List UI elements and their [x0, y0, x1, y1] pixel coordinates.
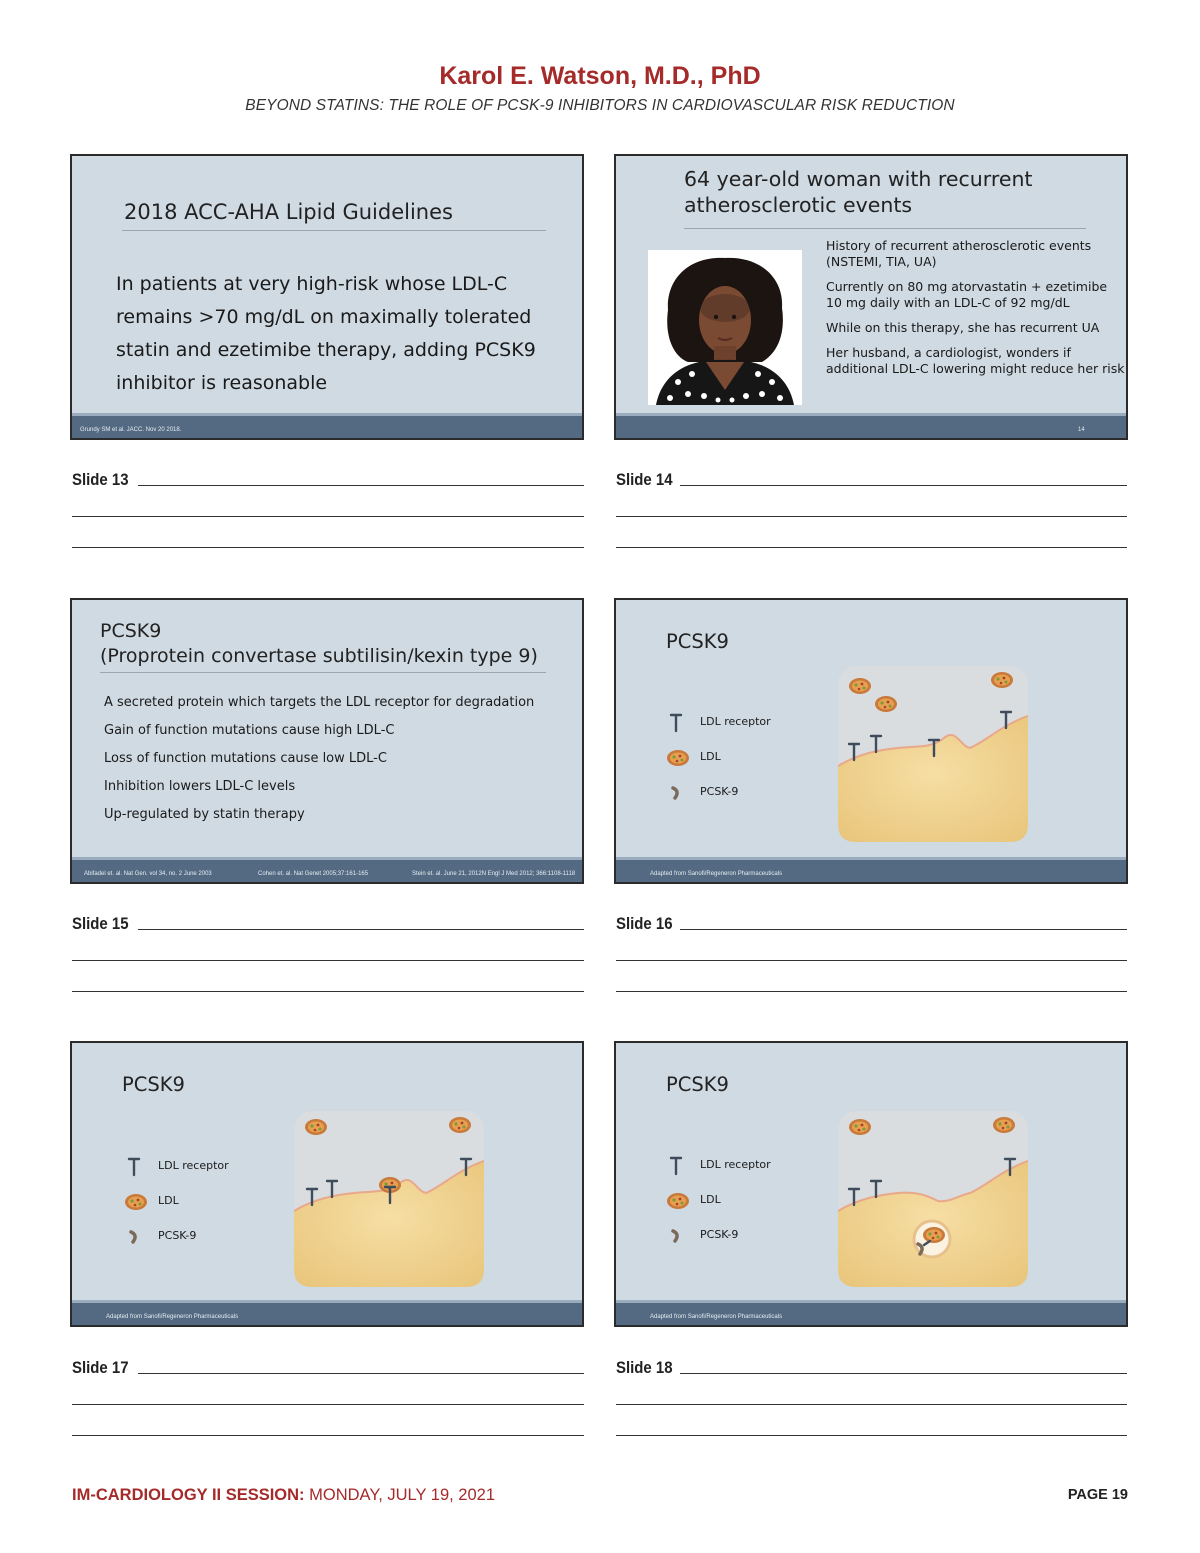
- ldl-receptor-icon: [666, 1156, 686, 1176]
- note-line[interactable]: [616, 516, 1127, 517]
- slide-footer-band: [616, 416, 1126, 438]
- notes-slide-18: [616, 1358, 1128, 1438]
- body-line: In patients at very high-risk whose LDL-C: [116, 273, 508, 295]
- slide-title: 2018 ACC-AHA Lipid Guidelines: [124, 200, 453, 224]
- note-line[interactable]: [72, 1435, 584, 1436]
- slide-label: Slide 17: [72, 1358, 129, 1377]
- body-line: inhibitor is reasonable: [116, 372, 328, 394]
- slide-17: PCSK9 LDL receptor LDL PCSK-9 Adapted from Sanofi/Regeneron Pharmaceuticals: [70, 1041, 584, 1327]
- slide-label: Slide 14: [616, 470, 673, 489]
- slide-13: [70, 154, 584, 440]
- slide-title: [684, 166, 1032, 218]
- pcsk9-diagram: [294, 1111, 484, 1287]
- slide-body: [116, 268, 536, 400]
- slide-14: [614, 154, 1128, 440]
- session-footer: [72, 1486, 495, 1505]
- body-line: statin and ezetimibe therapy, adding PCSK9: [116, 339, 536, 361]
- patient-photo: [648, 250, 802, 405]
- slide-citation: Adapted from Sanofi/Regeneron Pharmaceuticals: [106, 1314, 239, 1320]
- pcsk9-diagram: [838, 666, 1028, 842]
- session-date: MONDAY, JULY 19, 2021: [304, 1486, 496, 1504]
- slide-citation: Adapted from Sanofi/Regeneron Pharmaceuticals: [650, 1314, 783, 1320]
- case-bullet: While on this therapy, she has recurrent UA: [826, 320, 1100, 335]
- slide-16: PCSK9 LDL receptor LDL PCSK-9 Adapted from Sanofi/Regeneron Pharmaceuticals: [614, 598, 1128, 884]
- note-line[interactable]: [138, 929, 584, 930]
- ldl-receptor-icon: [666, 713, 686, 733]
- note-line[interactable]: [616, 1435, 1127, 1436]
- note-line[interactable]: [138, 1373, 584, 1374]
- slide-citation: Grundy SM et al. JACC. Nov 20 2018.: [80, 427, 182, 433]
- note-line[interactable]: [680, 485, 1127, 486]
- slide-label: Slide 13: [72, 470, 129, 489]
- title-rule: [684, 228, 1086, 229]
- slide-title: PCSK9: [100, 620, 162, 642]
- body-line: remains >70 mg/dL on maximally tolerated: [116, 306, 532, 328]
- fact-bullet: A secreted protein which targets the LDL receptor for degradation: [104, 695, 535, 710]
- fact-bullet: Gain of function mutations cause high LDL-C: [104, 723, 395, 738]
- title-line: 64 year-old woman with recurrent: [684, 167, 1033, 191]
- note-line[interactable]: [616, 960, 1127, 961]
- notes-slide-16: [616, 914, 1128, 994]
- title-rule: [122, 230, 546, 231]
- slide-label: Slide 18: [616, 1358, 673, 1377]
- slide-citation: Adapted from Sanofi/Regeneron Pharmaceuticals: [650, 871, 783, 877]
- slide-15: [70, 598, 584, 884]
- note-line[interactable]: [616, 547, 1127, 548]
- ldl-particle-icon: [666, 748, 692, 768]
- slide-title: PCSK9: [666, 630, 729, 653]
- slide-number: 14: [1078, 427, 1085, 433]
- slide-title: PCSK9: [666, 1073, 729, 1096]
- title-line: atherosclerotic events: [684, 193, 913, 217]
- note-line[interactable]: [72, 1404, 584, 1405]
- notes-slide-15: [72, 914, 584, 994]
- notes-slide-14: [616, 470, 1128, 550]
- slide-18: PCSK9 LDL receptor LDL PCSK-9 Adapted from Sanofi/Regeneron Pharmaceuticals: [614, 1041, 1128, 1327]
- presentation-title: BEYOND STATINS: THE ROLE OF PCSK-9 INHIBITORS IN CARDIOVASCULAR RISK REDUCTION: [245, 97, 955, 114]
- note-line[interactable]: [680, 1373, 1127, 1374]
- fact-bullet: Up-regulated by statin therapy: [104, 807, 305, 822]
- slide-subtitle: (Proprotein convertase subtilisin/kexin type 9): [100, 645, 538, 667]
- pcsk9-facts: [104, 695, 564, 835]
- fact-bullet: Loss of function mutations cause low LDL-C: [104, 751, 387, 766]
- note-line[interactable]: [72, 960, 584, 961]
- pcsk9-icon: [666, 783, 686, 803]
- notes-slide-17: [72, 1358, 584, 1438]
- case-bullet: Currently on 80 mg atorvastatin + ezetimibe 10 mg daily with an LDL-C of 92 mg/dL: [826, 279, 1108, 310]
- case-details: [826, 238, 1126, 386]
- note-line[interactable]: [616, 1404, 1127, 1405]
- slide-label: Slide 15: [72, 914, 129, 933]
- case-bullet: History of recurrent atherosclerotic events (NSTEMI, TIA, UA): [826, 238, 1092, 269]
- title-rule: [100, 672, 546, 673]
- note-line[interactable]: [72, 516, 584, 517]
- ldl-particle-icon: [666, 1191, 692, 1211]
- ldl-particle-icon: [124, 1192, 150, 1212]
- presenter-name: Karol E. Watson, M.D., PhD: [439, 62, 761, 90]
- pcsk9-diagram: [838, 1111, 1028, 1287]
- case-bullet: Her husband, a cardiologist, wonders if additional LDL-C lowering might reduce her risk: [826, 345, 1125, 376]
- notes-slide-13: [72, 470, 584, 550]
- note-line[interactable]: [72, 991, 584, 992]
- page-number: PAGE 19: [1067, 1487, 1128, 1503]
- pcsk9-icon: [124, 1227, 144, 1247]
- slide-citation: Stein et. al. June 21, 2012N Engl J Med 2012; 366:1108-1118: [412, 871, 576, 877]
- session-label: IM-CARDIOLOGY II SESSION:: [72, 1486, 305, 1504]
- slide-citation: Cohen et. al. Nat Genet 2005;37:161-165: [258, 871, 369, 877]
- note-line[interactable]: [616, 991, 1127, 992]
- note-line[interactable]: [72, 547, 584, 548]
- ldl-receptor-icon: [124, 1157, 144, 1177]
- pcsk9-icon: [666, 1226, 686, 1246]
- note-line[interactable]: [138, 485, 584, 486]
- note-line[interactable]: [680, 929, 1127, 930]
- fact-bullet: Inhibition lowers LDL-C levels: [104, 779, 296, 794]
- slide-citation: Abifadel et. al. Nat Gen. vol 34, no. 2 June 2003: [84, 871, 212, 877]
- slide-title: PCSK9: [122, 1073, 185, 1096]
- slide-label: Slide 16: [616, 914, 673, 933]
